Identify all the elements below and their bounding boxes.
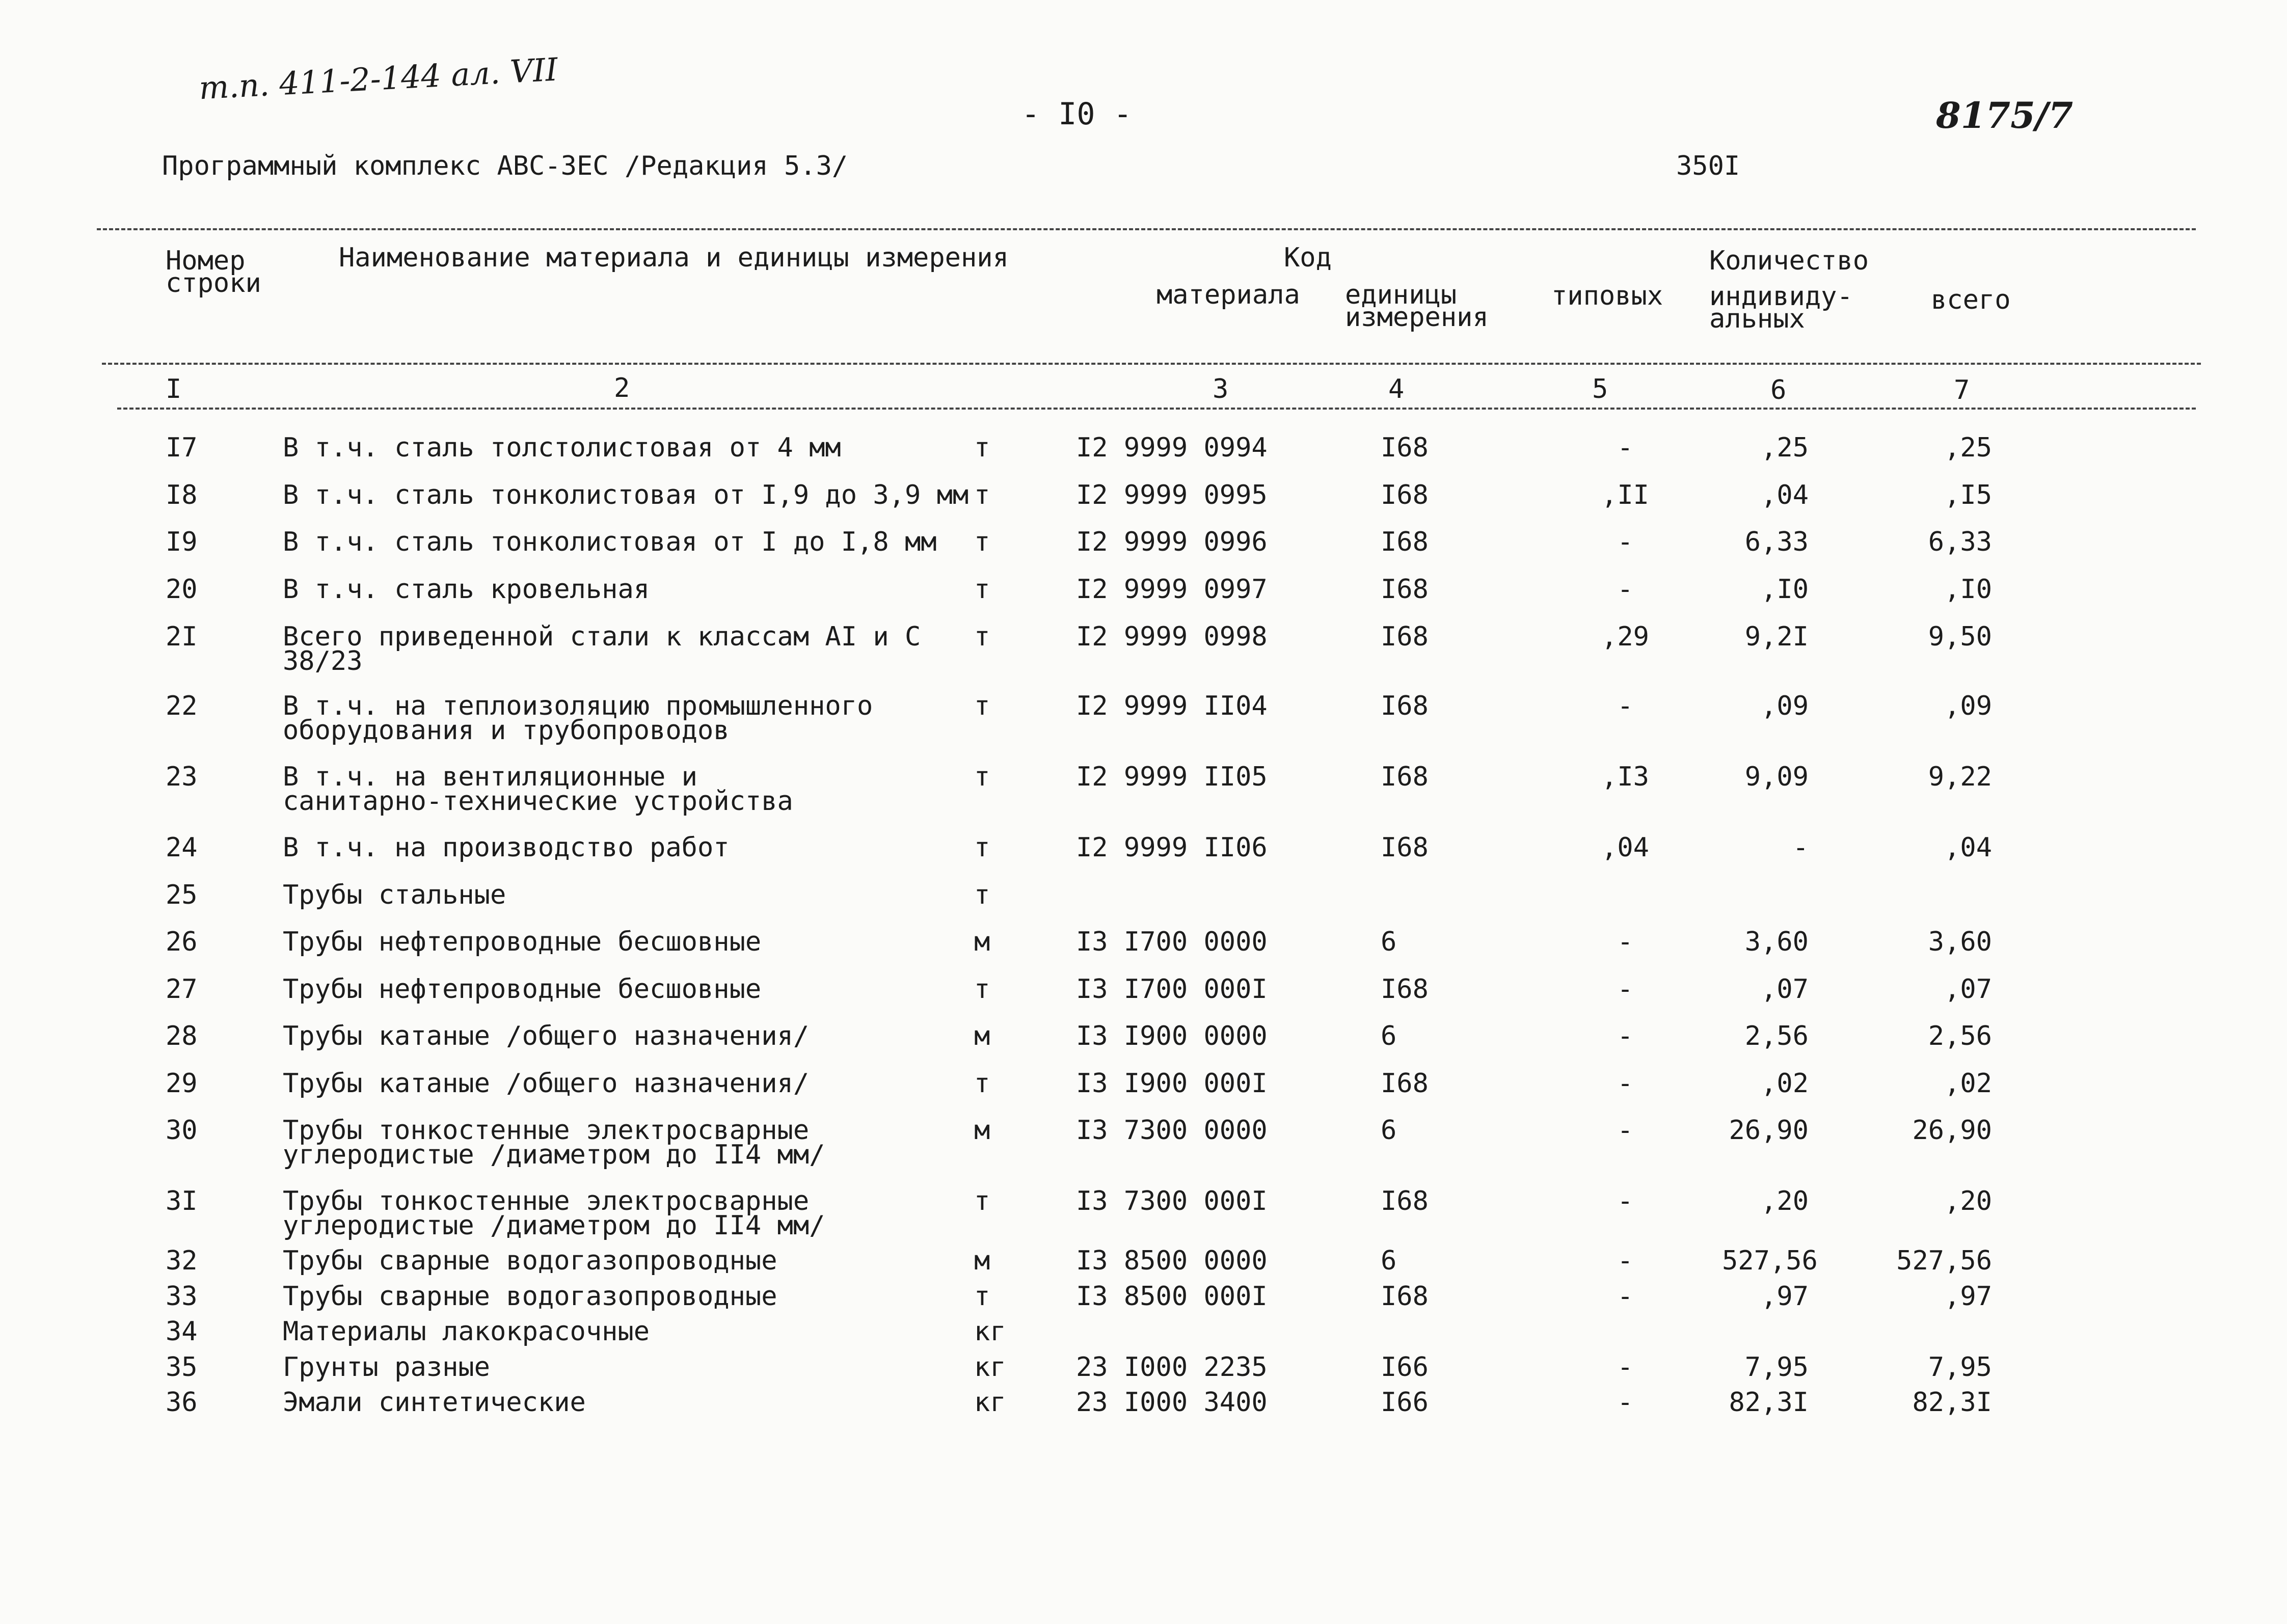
- qty-individual: ,20: [1761, 1186, 1809, 1216]
- colnum-3: 3: [1213, 374, 1229, 404]
- qty-typical: -: [1617, 1186, 1633, 1216]
- qty-individual: 82,3I: [1729, 1387, 1809, 1418]
- qty-individual: ,02: [1761, 1068, 1809, 1099]
- colnum-6: 6: [1770, 375, 1787, 405]
- qty-individual: 3,60: [1744, 927, 1809, 957]
- material-code: I3 7300 0000: [1076, 1115, 1268, 1146]
- material-code: I3 I900 000I: [1076, 1068, 1268, 1099]
- qty-typical: ,29: [1601, 621, 1649, 652]
- heading-unit-code-text: единицы измерения: [1345, 280, 1489, 333]
- material-code: I3 I900 0000: [1076, 1021, 1268, 1051]
- row-number: 29: [166, 1068, 198, 1099]
- qty-individual: ,I0: [1761, 574, 1809, 605]
- page-number: - I0 -: [1021, 96, 1132, 132]
- material-code: I2 9999 II06: [1076, 832, 1268, 863]
- material-code: I2 9999 0998: [1076, 621, 1268, 652]
- qty-total: ,I0: [1944, 574, 1992, 605]
- heading-code: Код: [1284, 242, 1332, 273]
- colnum-1: I: [166, 374, 182, 404]
- heading-row-number-text: Номер строки: [166, 246, 261, 299]
- qty-total: ,25: [1944, 432, 1992, 463]
- material-name: В т.ч. сталь тонколистовая от I до I,8 мм: [283, 527, 937, 557]
- document-number: 350I: [1676, 151, 1740, 181]
- material-code: I2 9999 0994: [1076, 432, 1268, 463]
- qty-typical: -: [1617, 1387, 1633, 1418]
- row-number: 35: [166, 1352, 198, 1383]
- heading-typical: типовых: [1551, 281, 1663, 311]
- qty-total: 2,56: [1928, 1021, 1992, 1051]
- qty-individual: 2,56: [1744, 1021, 1809, 1051]
- unit: т: [974, 832, 990, 863]
- material-name: Трубы катаные /общего назначения/: [283, 1021, 810, 1051]
- unit: м: [974, 1021, 990, 1051]
- qty-typical: -: [1617, 691, 1633, 721]
- material-code: I2 9999 0995: [1076, 480, 1268, 510]
- row-number: 23: [166, 762, 198, 792]
- row-number: 36: [166, 1387, 198, 1418]
- qty-total: ,I5: [1944, 480, 1992, 510]
- unit: т: [974, 691, 990, 721]
- material-name: В т.ч. сталь тонколистовая от I,9 до 3,9 мм: [283, 480, 969, 510]
- qty-typical: -: [1617, 574, 1633, 605]
- qty-total: 3,60: [1928, 927, 1992, 957]
- qty-individual: 9,2I: [1744, 621, 1809, 652]
- unit: т: [974, 762, 990, 792]
- qty-total: ,02: [1944, 1068, 1992, 1099]
- qty-typical: -: [1617, 1281, 1633, 1312]
- material-code: I2 9999 II05: [1076, 762, 1268, 792]
- row-number: 24: [166, 832, 198, 863]
- row-number: 3I: [166, 1186, 198, 1216]
- unit-code: I68: [1381, 574, 1429, 605]
- row-number: I7: [166, 432, 198, 463]
- colnum-7: 7: [1954, 375, 1970, 405]
- unit: т: [974, 880, 990, 910]
- qty-individual: ,25: [1761, 432, 1809, 463]
- unit: кг: [974, 1316, 1006, 1347]
- material-name: Трубы сварные водогазопроводные: [283, 1281, 777, 1312]
- row-number: I9: [166, 527, 198, 557]
- qty-total: 82,3I: [1912, 1387, 1992, 1418]
- unit-code: I68: [1381, 832, 1429, 863]
- material-name: Трубы нефтепроводные бесшовные: [283, 927, 762, 957]
- unit-code: I68: [1381, 762, 1429, 792]
- qty-typical: -: [1617, 1021, 1633, 1051]
- unit-code: I68: [1381, 1281, 1429, 1312]
- qty-individual: ,09: [1761, 691, 1809, 721]
- material-name: Трубы сварные водогазопроводные: [283, 1246, 777, 1276]
- material-name: Эмали синтетические: [283, 1387, 586, 1418]
- material-code: 23 I000 2235: [1076, 1352, 1268, 1383]
- colnum-4: 4: [1388, 374, 1405, 404]
- material-name: В т.ч. на теплоизоляцию промышленного оборудования и трубопроводов: [283, 691, 873, 746]
- unit-code: I68: [1381, 527, 1429, 557]
- qty-total: ,20: [1944, 1186, 1992, 1216]
- qty-total: 6,33: [1928, 527, 1992, 557]
- unit: м: [974, 927, 990, 957]
- unit-code: I68: [1381, 432, 1429, 463]
- qty-total: ,04: [1944, 832, 1992, 863]
- material-name: В т.ч. на производство работ: [283, 832, 730, 863]
- qty-individual: 527,56: [1722, 1246, 1818, 1276]
- qty-total: 9,22: [1928, 762, 1992, 792]
- heading-name: Наименование материала и единицы измерения: [339, 242, 1009, 273]
- qty-typical: -: [1617, 1068, 1633, 1099]
- row-number: 27: [166, 974, 198, 1005]
- qty-total: ,07: [1944, 974, 1992, 1005]
- material-code: I3 I700 000I: [1076, 974, 1268, 1005]
- unit: т: [974, 574, 990, 605]
- material-code: I3 8500 0000: [1076, 1246, 1268, 1276]
- row-number: 25: [166, 880, 198, 910]
- unit: т: [974, 1186, 990, 1216]
- unit-code: I68: [1381, 621, 1429, 652]
- material-name: Всего приведенной стали к классам АI и С 38/23: [283, 621, 921, 676]
- qty-typical: -: [1617, 927, 1633, 957]
- qty-total: 527,56: [1896, 1246, 1992, 1276]
- unit: кг: [974, 1352, 1006, 1383]
- unit: м: [974, 1115, 990, 1146]
- colnum-5: 5: [1592, 374, 1608, 404]
- unit: т: [974, 480, 990, 510]
- material-name: В т.ч. сталь толстолистовая от 4 мм: [283, 432, 841, 463]
- unit: т: [974, 621, 990, 652]
- unit-code: 6: [1381, 1021, 1397, 1051]
- heading-row-number: [166, 246, 262, 299]
- row-number: 34: [166, 1316, 198, 1347]
- unit-code: I66: [1381, 1387, 1429, 1418]
- heading-quantity: Количество: [1709, 246, 1869, 276]
- row-number: 20: [166, 574, 198, 605]
- qty-typical: -: [1617, 1115, 1633, 1146]
- qty-typical: ,I3: [1601, 762, 1649, 792]
- material-code: I3 I700 0000: [1076, 927, 1268, 957]
- qty-individual: -: [1792, 832, 1809, 863]
- row-number: 2I: [166, 621, 198, 652]
- row-number: 32: [166, 1246, 198, 1276]
- heading-individual: [1709, 281, 1857, 334]
- qty-total: 9,50: [1928, 621, 1992, 652]
- row-number: 26: [166, 927, 198, 957]
- material-name: Материалы лакокрасочные: [283, 1316, 650, 1347]
- material-name: В т.ч. на вентиляционные и санитарно-технические устройства: [283, 762, 793, 817]
- material-name: Грунты разные: [283, 1352, 490, 1383]
- qty-individual: ,04: [1761, 480, 1809, 510]
- unit: кг: [974, 1387, 1006, 1418]
- header-divider-rule: [102, 363, 2201, 365]
- material-name: Трубы катаные /общего назначения/: [283, 1068, 810, 1099]
- unit: т: [974, 1068, 990, 1099]
- qty-individual: 7,95: [1744, 1352, 1809, 1383]
- heading-unit-code: [1345, 280, 1493, 333]
- qty-individual: ,07: [1761, 974, 1809, 1005]
- material-name: Трубы тонкостенные электросварные углеродистые /диаметром до II4 мм/: [283, 1186, 825, 1241]
- heading-total: всего: [1931, 285, 2011, 315]
- material-name: Трубы тонкостенные электросварные углеродистые /диаметром до II4 мм/: [283, 1115, 825, 1170]
- qty-typical: ,04: [1601, 832, 1649, 863]
- qty-typical: -: [1617, 1246, 1633, 1276]
- unit-code: 6: [1381, 1115, 1397, 1146]
- material-code: I2 9999 0997: [1076, 574, 1268, 605]
- unit-code: I68: [1381, 480, 1429, 510]
- qty-individual: 26,90: [1729, 1115, 1809, 1146]
- unit-code: I68: [1381, 691, 1429, 721]
- unit-code: I68: [1381, 1068, 1429, 1099]
- qty-individual: 9,09: [1744, 762, 1809, 792]
- qty-typical: -: [1617, 1352, 1633, 1383]
- unit: т: [974, 1281, 990, 1312]
- material-code: I2 9999 0996: [1076, 527, 1268, 557]
- heading-individual-text: индивиду- альных: [1709, 281, 1853, 334]
- unit-code: I68: [1381, 1186, 1429, 1216]
- unit: м: [974, 1246, 990, 1276]
- column-numbers-rule: [117, 408, 2196, 410]
- unit-code: 6: [1381, 927, 1397, 957]
- material-name: В т.ч. сталь кровельная: [283, 574, 650, 605]
- qty-individual: ,97: [1761, 1281, 1809, 1312]
- unit: т: [974, 432, 990, 463]
- material-name: Трубы стальные: [283, 880, 506, 910]
- program-title: Программный комплекс АВС-ЗЕС /Редакция 5.3/: [162, 151, 848, 181]
- colnum-2: 2: [614, 373, 630, 403]
- qty-total: ,09: [1944, 691, 1992, 721]
- material-code: I2 9999 II04: [1076, 691, 1268, 721]
- unit: т: [974, 527, 990, 557]
- material-code: I3 8500 000I: [1076, 1281, 1268, 1312]
- row-number: 30: [166, 1115, 198, 1146]
- row-number: I8: [166, 480, 198, 510]
- qty-typical: -: [1617, 432, 1633, 463]
- material-name: Трубы нефтепроводные бесшовные: [283, 974, 762, 1005]
- table-top-rule: [97, 228, 2196, 230]
- qty-total: 26,90: [1912, 1115, 1992, 1146]
- unit-code: I66: [1381, 1352, 1429, 1383]
- unit: т: [974, 974, 990, 1005]
- heading-material: материала: [1156, 280, 1300, 310]
- row-number: 28: [166, 1021, 198, 1051]
- material-code: I3 7300 000I: [1076, 1186, 1268, 1216]
- unit-code: I68: [1381, 974, 1429, 1005]
- qty-typical: ,II: [1601, 480, 1649, 510]
- qty-typical: -: [1617, 527, 1633, 557]
- row-number: 33: [166, 1281, 198, 1312]
- unit-code: 6: [1381, 1246, 1397, 1276]
- sheet-code: 8175/7: [1936, 94, 2074, 137]
- qty-individual: 6,33: [1744, 527, 1809, 557]
- material-code: 23 I000 3400: [1076, 1387, 1268, 1418]
- qty-total: 7,95: [1928, 1352, 1992, 1383]
- row-number: 22: [166, 691, 198, 721]
- qty-total: ,97: [1944, 1281, 1992, 1312]
- handwritten-stamp: т.п. 411-2-144 ал. VII: [198, 50, 559, 107]
- qty-typical: -: [1617, 974, 1633, 1005]
